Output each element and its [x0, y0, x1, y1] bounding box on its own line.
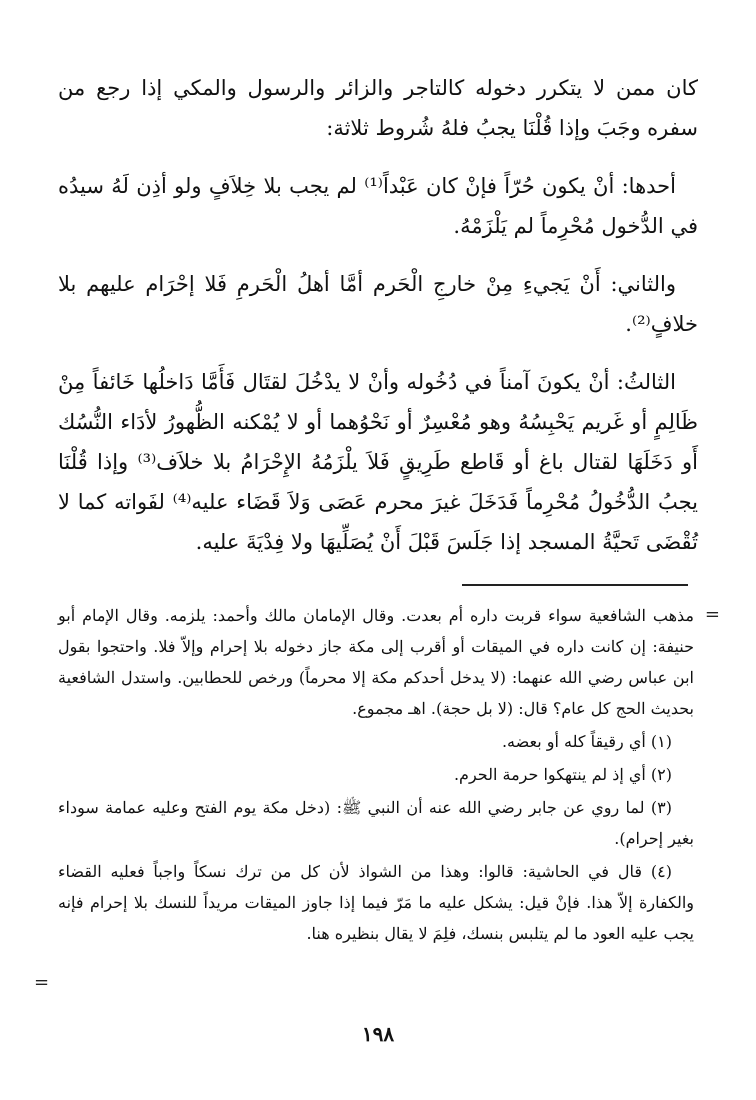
footnote-end-mark: = — [34, 972, 50, 993]
main-text — [58, 68, 698, 580]
page-number: ١٩٨ — [361, 1022, 395, 1046]
footnote-separator — [462, 584, 688, 586]
paragraph-condition-third: الثالثُ: أنْ يكونَ آمناً في دُخُوله وأنْ لا يدْخُلَ لقتَال فَأَمَّا دَاخلُها خَائفاً مِنْ ظَالِمٍ أو غَريم يَحْبِسُهُ وهو مُعْسِرٌ أو نَحْوُهما أو لا يُمْكنه الظُّهورُ لأدَاء النُّسُك أَو دَخَلَهَا لقتال باغ أو قَاطع طَرِيقٍ فَلاَ يلْزَمُهُ الإِحْرَامُ بلا خلاَف⁽³⁾ وإذا قُلْنَا يجبُ الدُّخُولُ مُحْرِماً فَدَخَلَ غيرَ محرم عَصَى وَلاَ قَضَاء عليه⁽⁴⁾ لفَواته كما لا تُقْضَى تَحيَّةُ المسجد إذا جَلَسَ قَبْلَ أَنْ يُصَلِّيهَا ولا فِدْيَةَ عليه. — [58, 370, 698, 554]
paragraph-intro: كان ممن لا يتكرر دخوله كالتاجر والزائر والرسول والمكي إذا رجع من سفره وجَبَ وإذا قُلْنَا يجبُ فلهُ شُروط ثلاثة: — [58, 76, 698, 140]
footnote-continuation: مذهب الشافعية سواء قربت داره أم بعدت. وقال الإمامان مالك وأحمد: يلزمه. وقال الإمام أبو حنيفة: إن كانت داره في الميقات أو أقرب إلى مكة جاز دخوله بلا إحرام وإلاّ فلا. واحتجوا بقول ابن عباس رضي الله عنهما: (لا يدخل أحدكم مكة إلا محرماً) ورخص للحطابين. واستدل الشافعية بحديث الحج كل عام؟ قال: (لا بل حجة). اهـ مجموع. — [58, 606, 695, 718]
paragraph-condition-second: والثاني: أَنْ يَجيءِ مِنْ خارجِ الْحَرم أمَّا أهلُ الْحَرمِ فَلا إحْرَام عليهم بلا خلافٍ⁽²⁾. — [58, 272, 698, 336]
footnote-3: (٣) لما روي عن جابر رضي الله عنه أن النبي ﷺ: (دخل مكة يوم الفتح وعليه عمامة سوداء بغير إحرام). — [58, 798, 694, 848]
footnote-1: (١) أي رقيقاً كله أو بعضه. — [501, 732, 672, 751]
footnotes — [58, 600, 694, 951]
footnote-continuation-mark: = — [704, 604, 720, 625]
footnote-4: (٤) قال في الحاشية: قالوا: وهذا من الشواذ لأن كل من ترك نسكاً واجباً فعليه القضاء والكفارة إلاّ هذا. فإنْ قيل: يشكل عليه ما مَرّ فيما إذا جاوز الميقات مريداً للنسك بلا إحرام فإنه يجب عليه العود ما لم يتلبس بنسك، فلِمَ لا يقال بنظيره هنا. — [58, 862, 694, 943]
footnote-2: (٢) أي إذ لم ينتهكوا حرمة الحرم. — [453, 765, 672, 784]
paragraph-condition-first: أحدها: أنْ يكون حُرّاً فإنْ كان عَبْداً⁽¹⁾ لم يجب بلا خِلاَفٍ ولو أذِن لَهُ سيدُه في الدُّخول مُحْرِماً لم يَلْزَمْهُ. — [58, 174, 698, 238]
